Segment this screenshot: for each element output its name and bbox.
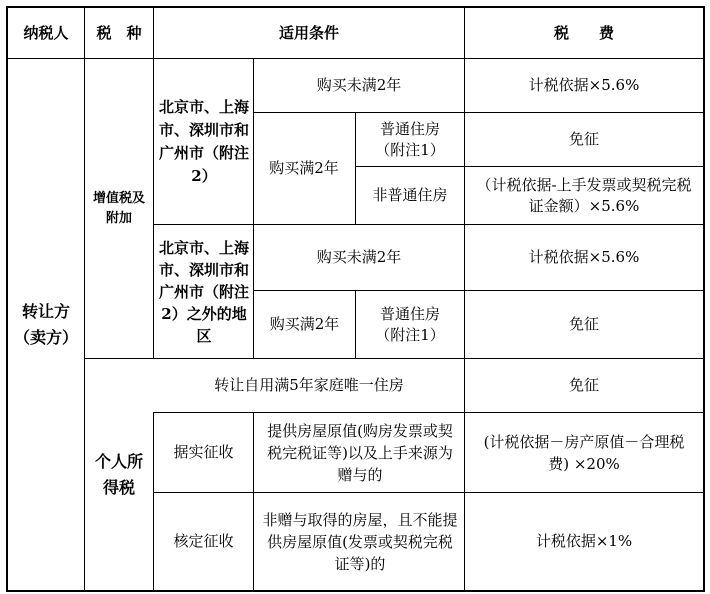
table-left-border <box>6 6 8 592</box>
header-taxpayer: 纳税人 <box>23 23 69 42</box>
vat-region-b: 北京市、上海市、深圳市和广州市（附注2）之外的地区 <box>158 238 249 345</box>
header-tax-fee: 税 费 <box>553 23 614 42</box>
col-divider-3b <box>253 412 254 592</box>
vat-b-under2: 购买未满2年 <box>316 248 402 266</box>
vat-b-over2: 购买满2年 <box>269 315 340 333</box>
iit-actual-fee: (计税依据－房产原值－合理税费) ×20% <box>483 432 685 473</box>
vat-a-nonordinary-fee: （计税依据-上手发票或契税完税证金额）×5.6% <box>476 175 692 215</box>
seller-label: 转让方（卖方） <box>14 301 79 347</box>
col-divider-4b <box>355 290 356 358</box>
vat-a-ordinary-fee: 免征 <box>568 130 599 148</box>
header-tax-type: 税 种 <box>96 23 142 42</box>
iit-fixed: 核定征收 <box>173 532 234 550</box>
vat-a-ordinary: 普通住房（附注1） <box>375 119 445 159</box>
table-bottom-border <box>6 590 705 592</box>
iit-actual: 据实征收 <box>173 443 234 461</box>
vat-a-over2: 购买满2年 <box>269 159 339 177</box>
iit-actual-cond: 提供房屋原值(购房发票或契税完税证等)以及上手来源为赠与的 <box>267 421 453 484</box>
vat-region-a: 北京市、上海市、深圳市和广州市（附注2） <box>158 97 249 185</box>
vat-a-nonordinary: 非普通住房 <box>372 186 448 204</box>
iit-only-home: 转让自用满5年家庭唯一住房 <box>214 376 404 394</box>
vat-b-ordinary: 普通住房（附注1） <box>375 304 445 344</box>
iit-fixed-fee: 计税依据×1% <box>535 532 633 550</box>
iit-fixed-cond: 非赠与取得的房屋，且不能提供房屋原值(发票或契税完税证等)的 <box>262 510 458 573</box>
table-right-border <box>703 6 705 592</box>
col-divider-1 <box>84 6 85 592</box>
vat-label: 增值税及附加 <box>92 190 145 226</box>
iit-label: 个人所得税 <box>94 451 143 497</box>
vat-a-under2: 购买未满2年 <box>316 76 402 94</box>
header-conditions: 适用条件 <box>278 23 339 42</box>
vat-b-under2-fee: 计税依据×5.6% <box>528 248 640 266</box>
col-divider-2b <box>153 58 154 358</box>
vat-b-ordinary-fee: 免征 <box>568 315 599 333</box>
iit-only-home-fee: 免征 <box>568 376 599 394</box>
vat-a-under2-fee: 计税依据×5.6% <box>528 76 640 94</box>
